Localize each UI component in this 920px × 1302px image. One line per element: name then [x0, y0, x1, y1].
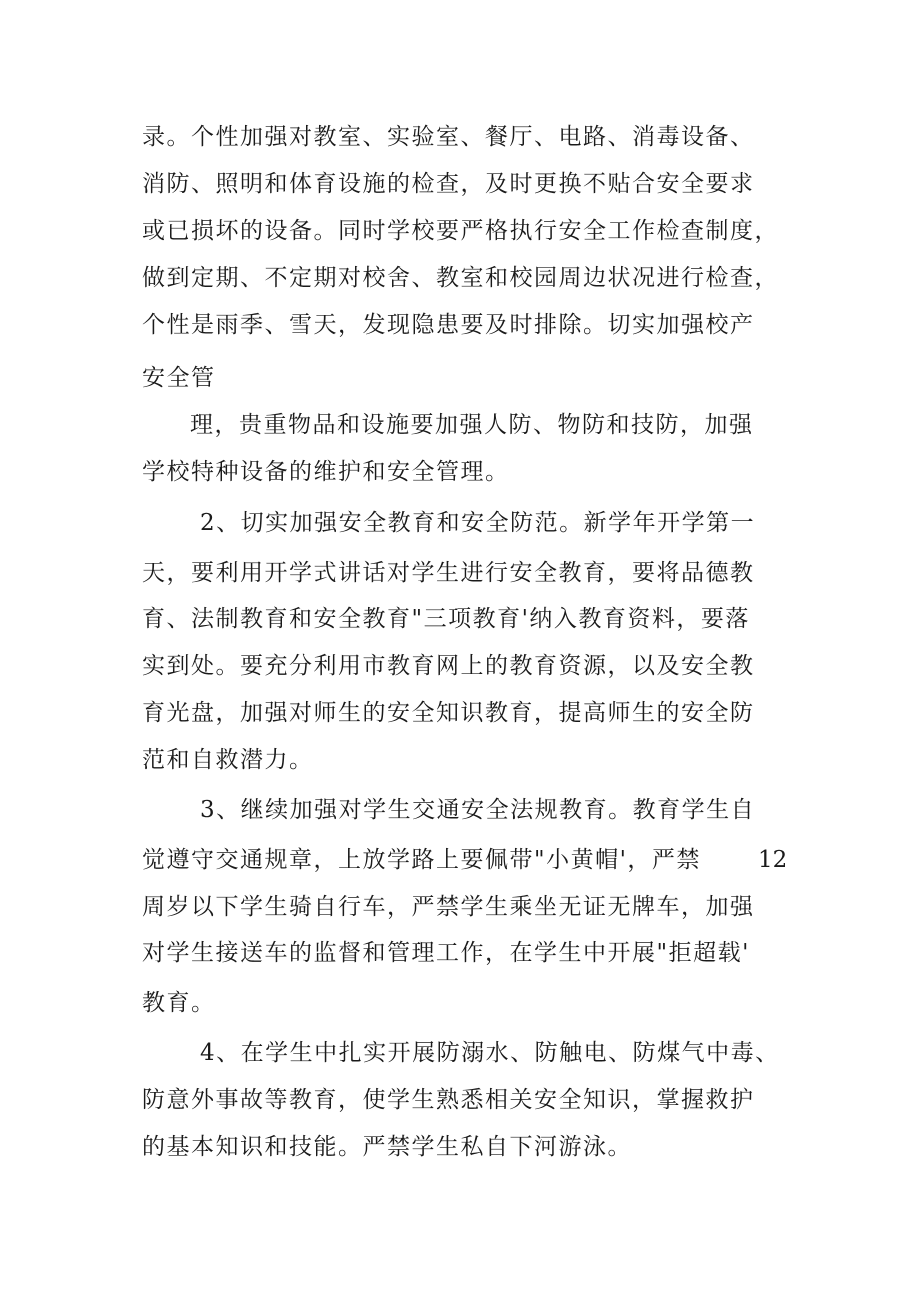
paragraph-2-start: 2、切实加强安全教育和安全防范。新学年开学第一: [200, 510, 756, 536]
text-line: 录。个性加强对教室、实验室、餐厅、电路、消毒设备、: [142, 124, 755, 150]
paragraph-4-start: 4、在学生中扎实开展防溺水、防触电、防煤气中毒、: [200, 1040, 780, 1066]
text-line: 防意外事故等教育，使学生熟悉相关安全知识，掌握救护: [142, 1087, 755, 1113]
text-line: 周岁以下学生骑自行车，严禁学生乘坐无证无牌车，加强: [142, 894, 755, 920]
text-line: 范和自救潜力。: [142, 747, 314, 773]
text-line: 育光盘，加强对师生的安全知识教育，提高师生的安全防: [142, 700, 755, 726]
text-line: 觉遵守交通规章，上放学路上要佩带"小黄帽'，严禁: [142, 847, 701, 873]
text-line: 实到处。要充分利用市教育网上的教育资源，以及安全教: [142, 653, 755, 679]
text-line: 个性是雨季、雪天，发现隐患要及时排除。切实加强校产: [142, 312, 755, 338]
age-number: 12: [758, 847, 788, 873]
text-line: 育、法制教育和安全教育"三项教育'纳入教育资料，要落: [142, 606, 750, 632]
text-line: 消防、照明和体育设施的检查，及时更换不贴合安全要求: [142, 171, 755, 197]
text-line: 或已损坏的设备。同时学校要严格执行安全工作检查制度，: [142, 218, 779, 244]
text-line: 安全管: [142, 365, 216, 391]
text-line: 天，要利用开学式讲话对学生进行安全教育，要将品德教: [142, 560, 755, 586]
text-line: 教育。: [142, 990, 216, 1016]
paragraph-3-start: 3、继续加强对学生交通安全法规教育。教育学生自: [200, 797, 756, 823]
text-line: 的基本知识和技能。严禁学生私自下河游泳。: [142, 1134, 632, 1160]
text-line: 学校特种设备的维护和安全管理。: [142, 459, 510, 485]
text-line: 对学生接送车的监督和管理工作，在学生中开展"拒超载': [142, 940, 750, 966]
text-line: 理，贵重物品和设施要加强人防、物防和技防，加强: [190, 412, 754, 438]
text-line: 做到定期、不定期对校舍、教室和校园周边状况进行检查，: [142, 265, 779, 291]
